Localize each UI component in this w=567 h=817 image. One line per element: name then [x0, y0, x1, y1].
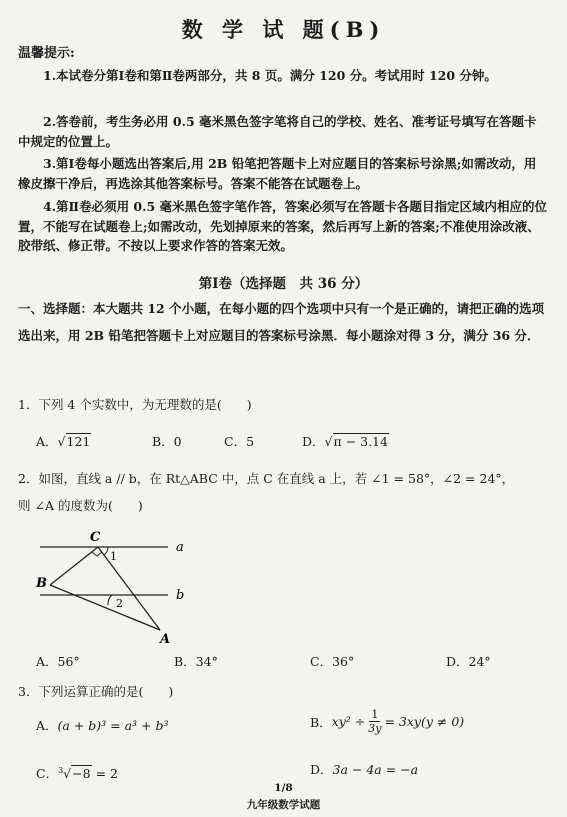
- q1-option-a: A．√121: [36, 434, 91, 449]
- q3-b-left: xy² ÷: [331, 714, 366, 729]
- label-b-point: B: [36, 576, 47, 591]
- q3-b-right: = 3xy(y ≠ 0): [384, 714, 465, 729]
- footer-name: 九年级数学试题: [246, 799, 321, 811]
- label-2: 2: [116, 597, 123, 610]
- q1-option-d: D．√π − 3.14: [302, 434, 388, 449]
- tip-3: 3.第Ⅰ卷每小题选出答案后,用 2B 铅笔把答题卡上对应题目的答案标号涂黑;如需改动，用橡皮擦干净后，再选涂其他答案标号。答案不能答在试题卷上。: [18, 156, 537, 191]
- label-b-line: b: [176, 588, 185, 603]
- q3-option-c: C．$^3$√−8 = 2: [36, 765, 118, 781]
- q1-option-c: C．5: [224, 434, 255, 449]
- q2-stem-line1: 2．如图，直线 a // b，在 Rt△ABC 中，点 C 在直线 a 上，若 ∠1 = 58°，∠2 = 24°，: [18, 471, 515, 486]
- right-angle-mark: [92, 552, 102, 556]
- q3-option-b: B． xy² ÷ $\frac{1}{3y}$ = 3xy(y ≠ 0): [310, 708, 465, 735]
- q1-d-radicand: π − 3.14: [333, 434, 388, 449]
- angle-2-arc: [108, 595, 112, 605]
- section-title: 第Ⅰ卷（选择题 共 36 分）: [198, 276, 369, 292]
- q3-b-fraction: $\frac{1}{3y}$: [368, 708, 382, 735]
- label-1: 1: [110, 550, 117, 563]
- q3-option-d: D．3a − 4a = −a: [310, 762, 419, 777]
- q1-option-b: B．0: [152, 434, 182, 449]
- page-number: 1/8: [274, 782, 293, 794]
- q2-option-d: D．24°: [446, 654, 491, 669]
- q3-a-expr: (a + b)³ = a³ + b³: [57, 718, 169, 733]
- label-a: a: [176, 540, 184, 555]
- q1-a-radicand: 121: [66, 434, 91, 449]
- tip-1: 1.本试卷分第Ⅰ卷和第Ⅱ卷两部分，共 8 页。满分 120 分。考试用时 120 分钟。: [43, 68, 497, 83]
- label-c: C: [90, 530, 101, 545]
- q3-stem: 3．下列运算正确的是( ): [18, 684, 174, 699]
- angle-1-arc: [104, 547, 108, 555]
- q2-option-a: A．56°: [36, 654, 80, 669]
- section-intro: 一、选择题：本大题共 12 个小题，在每小题的四个选项中只有一个是正确的，请把正确的选项选出来，用 2B 铅笔把答题卡上对应题目的答案标号涂黑．每小题涂对得 3 分，满分 36 分．: [18, 301, 545, 343]
- q2-option-c: C．36°: [310, 654, 355, 669]
- q2-option-b: B．34°: [174, 654, 218, 669]
- tip-4: 4.第Ⅱ卷必须用 0.5 毫米黑色签字笔作答，答案必须写在答题卡各题目指定区域内相应的位置，不能写在试题卷上;如需改动，先划掉原来的答案，然后再写上新的答案;不准使用涂改液、胶带纸、修正带。不按以上要求作答的答案无效。: [18, 199, 548, 253]
- exam-title: 数 学 试 题(B): [181, 17, 386, 42]
- side-cb: [50, 547, 98, 585]
- tips-heading: 温馨提示:: [18, 46, 75, 61]
- q1-stem: 1．下列 4 个实数中，为无理数的是( ): [18, 397, 252, 412]
- q2-figure: [28, 525, 248, 645]
- tip-2: 2.答卷前，考生务必用 0.5 毫米黑色签字笔将自己的学校、姓名、准考证号填写在答题卡中规定的位置上。: [18, 114, 537, 149]
- q3-option-a: A．(a + b)³ = a³ + b³: [36, 718, 169, 733]
- q3-d-expr: 3a − 4a = −a: [332, 762, 419, 777]
- label-a-point: A: [160, 632, 171, 645]
- q3-c-radicand: −8: [72, 766, 91, 781]
- q2-stem-line2: 则 ∠A 的度数为( ): [18, 498, 143, 513]
